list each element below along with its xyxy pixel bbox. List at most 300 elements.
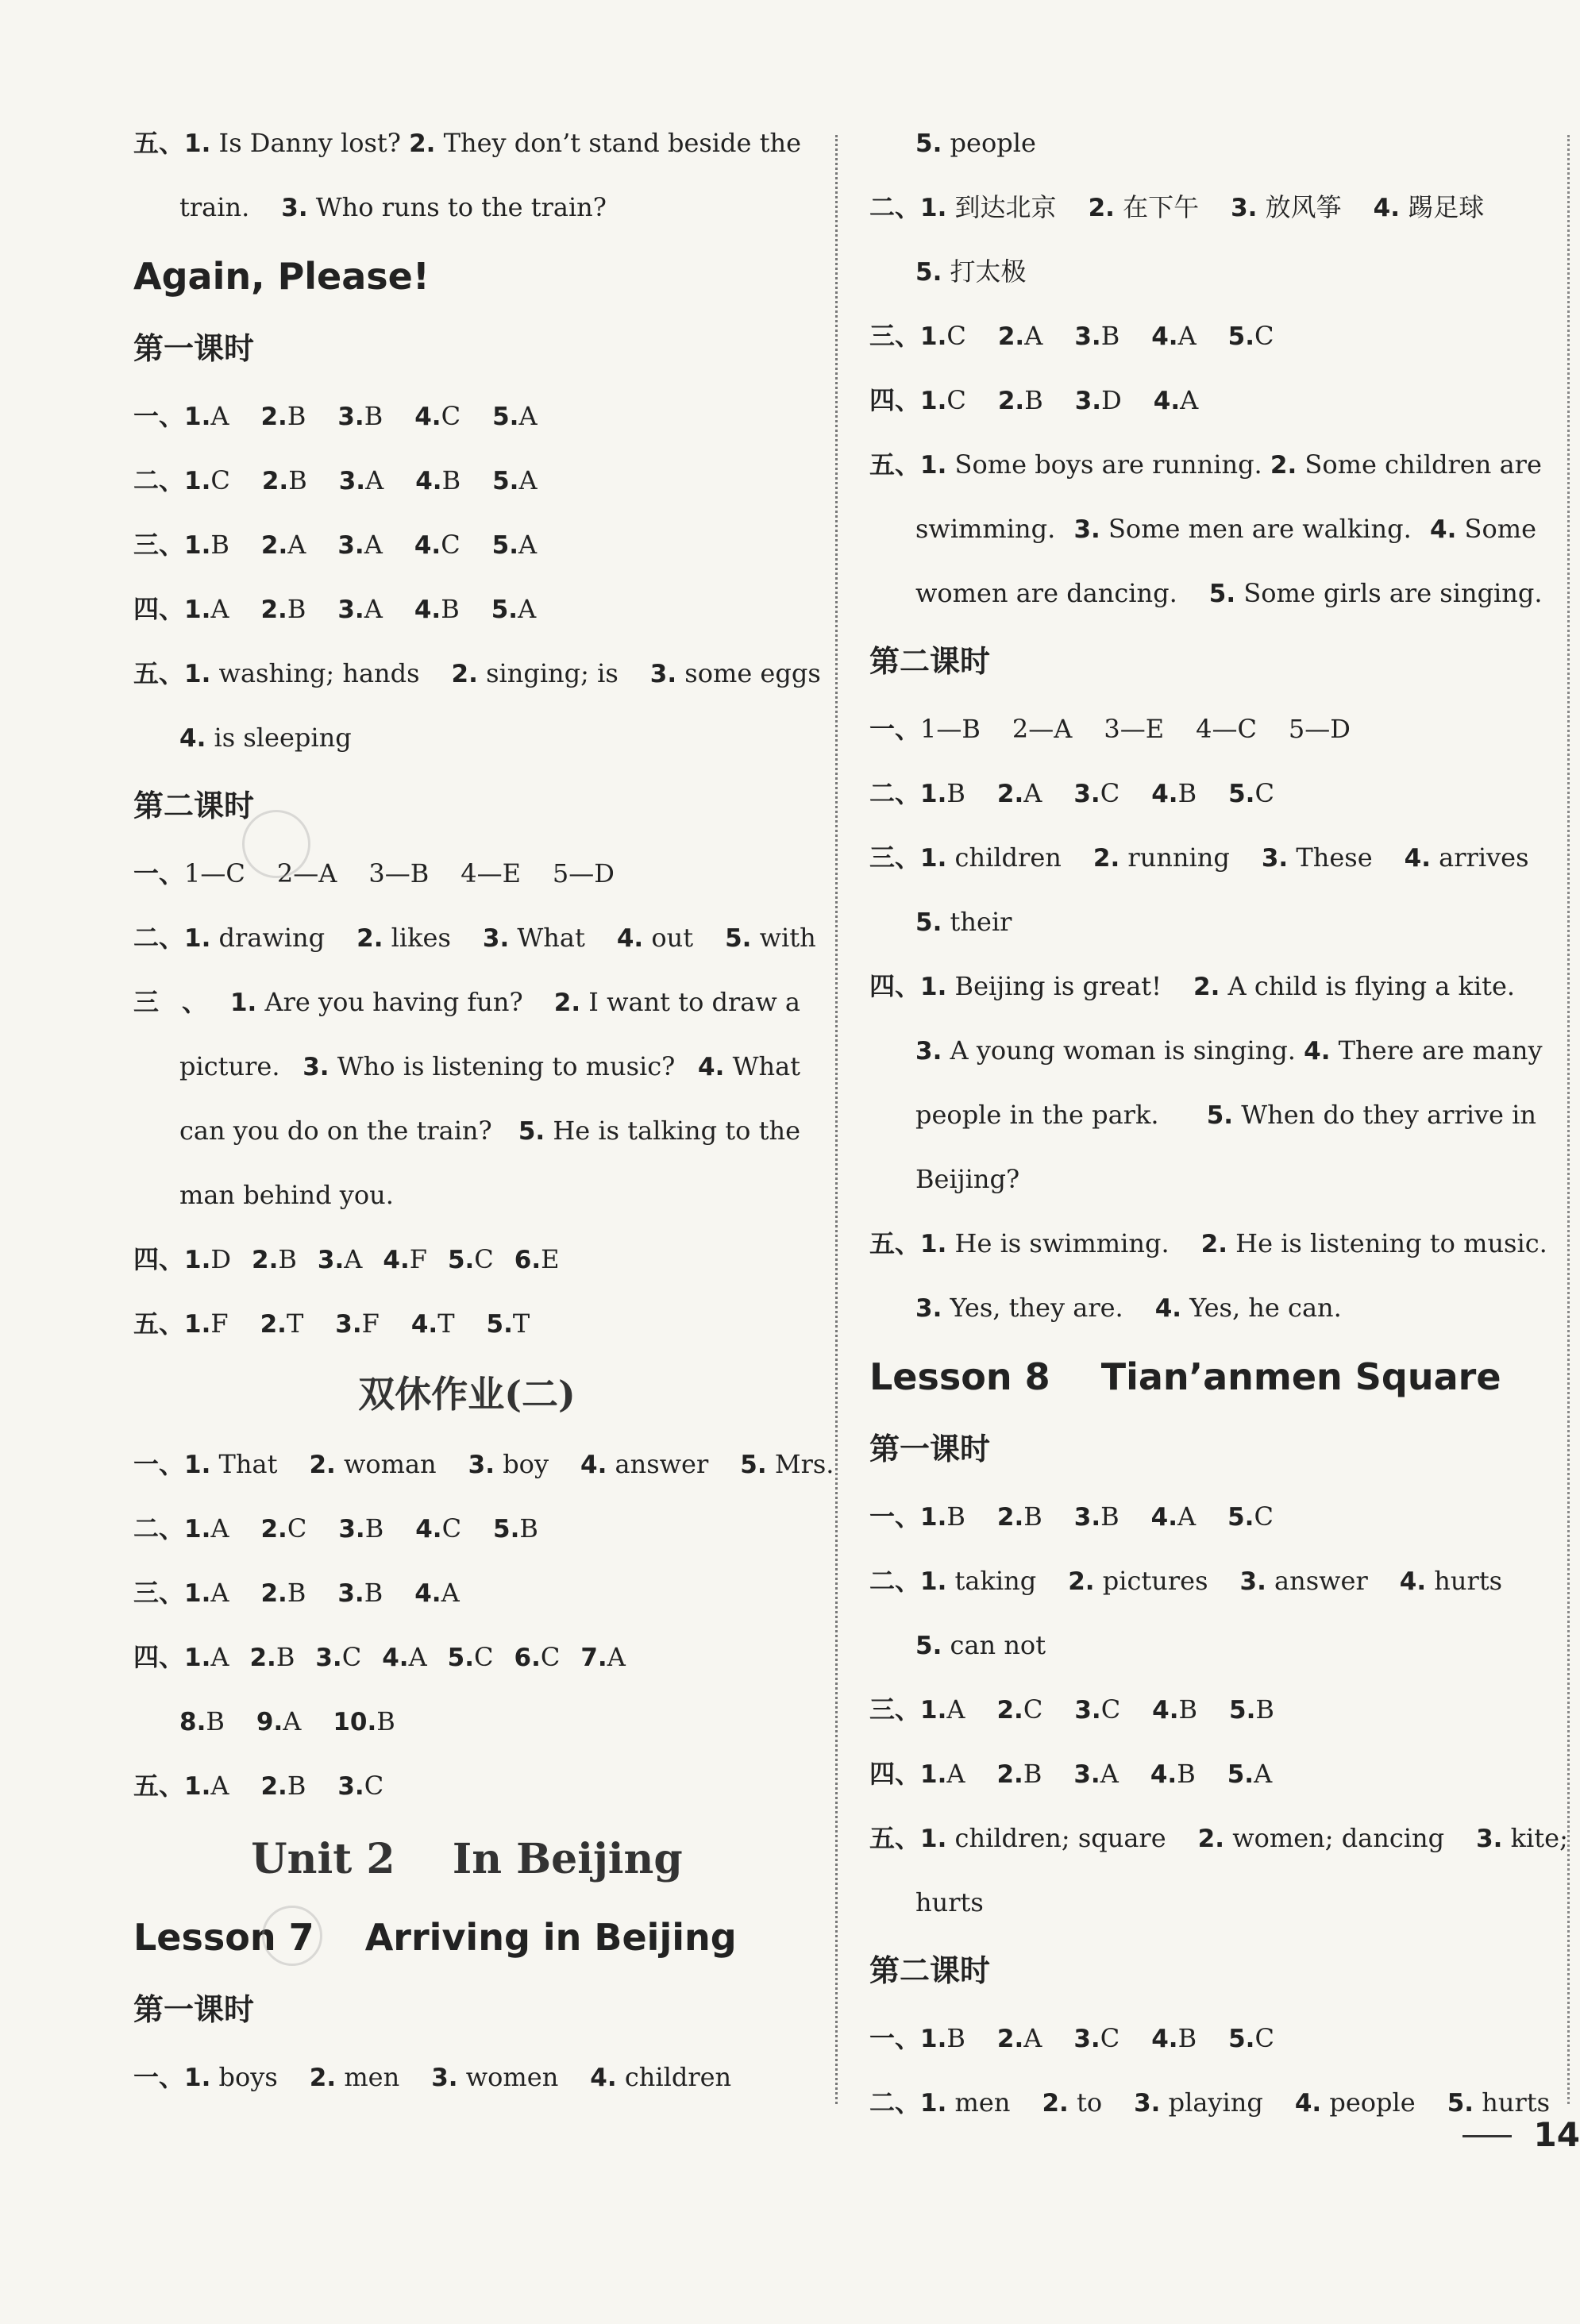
section-number: 二、 — [869, 1566, 921, 1596]
answer-line — [133, 449, 800, 513]
item-number: 2. — [260, 1579, 287, 1608]
answer-text: B — [1177, 1759, 1196, 1789]
item-number: 2. — [356, 924, 383, 953]
item-number: 2. — [260, 403, 287, 431]
answer-text: C — [1254, 2023, 1274, 2053]
lesson-heading: Lesson 7 Arriving in Beijing — [133, 1916, 737, 1959]
answer-text: C — [1254, 1501, 1274, 1532]
answer-item — [1074, 304, 1119, 369]
item-number: 1. — [184, 403, 211, 431]
answer-item — [383, 1228, 427, 1293]
answer-line — [869, 2071, 1551, 2135]
answer-text: A — [210, 1771, 229, 1801]
answer-item — [1405, 826, 1529, 891]
answer-item — [179, 1690, 225, 1755]
answer-text: B — [946, 2023, 965, 2053]
item-number: 1. — [920, 387, 947, 415]
lesson-heading: Lesson 8 Tian’anmen Square — [869, 1355, 1501, 1398]
answer-text: men — [336, 2062, 400, 2092]
answer-item — [580, 1432, 708, 1497]
answer-text: Some girls are singing. — [1235, 578, 1543, 608]
answer-text: B — [1177, 778, 1197, 808]
answer-item — [492, 513, 537, 578]
item-number: 1. — [920, 1567, 947, 1596]
item-number: 5. — [915, 1632, 942, 1660]
answer-line — [133, 2045, 800, 2110]
answer-item — [1228, 761, 1274, 827]
answer-text: B — [278, 1244, 297, 1274]
item-number: 5. — [1227, 1760, 1254, 1789]
answer-text: singing; is — [477, 658, 619, 688]
answer-line — [869, 368, 1536, 433]
answer-item — [382, 1625, 426, 1690]
item-number: 2. — [996, 2025, 1024, 2053]
answer-item — [1155, 1276, 1342, 1341]
answer-text: A — [210, 594, 229, 624]
stamp-watermark — [242, 810, 310, 878]
item-number: 5. — [1227, 322, 1255, 351]
answer-line — [133, 577, 800, 642]
item-number: 1. — [920, 451, 947, 480]
answer-text: out — [643, 923, 694, 953]
answer-line — [869, 1742, 1536, 1806]
answer-item — [414, 1561, 459, 1626]
item-number: 3. — [338, 467, 366, 495]
answer-line — [869, 497, 1536, 561]
answer-text: F — [409, 1244, 427, 1274]
answer-text: B — [276, 1642, 295, 1672]
answer-item — [1295, 2071, 1416, 2136]
answer-item — [333, 1690, 395, 1755]
item-number: 3. — [431, 2064, 458, 2092]
answer-line — [869, 1806, 1568, 1871]
answer-item — [920, 1212, 1170, 1277]
answer-item — [1400, 1549, 1502, 1614]
answer-item — [256, 1690, 301, 1755]
item-number: 2. — [249, 1644, 276, 1672]
item-number: 3. — [1073, 1760, 1100, 1789]
answer-text: children — [946, 842, 1062, 873]
answer-text: 踢足球 — [1400, 192, 1485, 222]
answer-item — [1152, 1678, 1197, 1743]
answer-item — [431, 2045, 558, 2110]
answer-item — [356, 906, 451, 971]
answer-text: A — [1023, 778, 1042, 808]
answer-item — [1151, 304, 1196, 369]
answer-item — [915, 1276, 1123, 1341]
answer-item — [487, 1292, 530, 1357]
page-number: 14 — [1533, 2115, 1580, 2154]
answer-item — [1154, 368, 1198, 434]
answer-text: people — [942, 128, 1036, 158]
item-number: 3. — [281, 194, 308, 222]
answer-item — [260, 384, 306, 449]
answer-line — [133, 1690, 800, 1754]
answer-item — [1068, 1549, 1208, 1614]
answer-item — [553, 842, 615, 906]
item-number: 3. — [1231, 194, 1258, 222]
answer-text: woman — [335, 1449, 437, 1479]
answer-item — [491, 577, 536, 642]
answer-item — [493, 1497, 538, 1562]
answer-item — [1228, 304, 1274, 369]
item-number: 5. — [915, 258, 942, 287]
item-number: 2. — [996, 1503, 1024, 1532]
section-number: 五、 — [869, 1228, 921, 1258]
item-number: 3. — [337, 595, 364, 624]
item-number: 1. — [184, 467, 211, 495]
answer-item — [920, 175, 1057, 241]
item-number: 2. — [260, 595, 287, 624]
answer-text: boy — [495, 1449, 549, 1479]
answer-item — [1430, 497, 1536, 562]
answer-text: F — [361, 1308, 380, 1339]
answer-text: 5—D — [552, 858, 615, 888]
item-number: 2. — [997, 322, 1025, 351]
item-number: 3. — [1073, 2025, 1100, 2053]
answer-item — [1151, 761, 1197, 827]
item-number: 2. — [1200, 1230, 1227, 1258]
section-number: 二、 — [869, 778, 921, 808]
answer-item — [920, 697, 981, 761]
answer-item — [415, 449, 461, 514]
item-number: 4. — [698, 1053, 725, 1081]
item-number: 4. — [1404, 844, 1431, 873]
answer-item — [184, 577, 229, 642]
item-number: 2. — [409, 129, 436, 158]
item-number: 5. — [492, 403, 519, 431]
item-number: 3. — [1476, 1825, 1503, 1853]
answer-item — [409, 111, 801, 176]
item-number: 1. — [184, 1772, 211, 1801]
answer-item — [1134, 2071, 1263, 2136]
answer-item — [414, 384, 461, 449]
answer-text: B — [1100, 1501, 1119, 1532]
item-number: 2. — [553, 989, 581, 1017]
answer-item — [303, 1035, 675, 1100]
item-number: 1. — [920, 322, 947, 351]
answer-line — [869, 1613, 1536, 1678]
item-number: 2. — [260, 1772, 287, 1801]
item-number: 2. — [1068, 1567, 1095, 1596]
answer-text: I want to draw a — [580, 987, 800, 1017]
answer-text: Some children are — [1297, 449, 1542, 480]
answer-item — [920, 433, 1262, 498]
answer-text: children; square — [946, 1823, 1166, 1853]
answer-text: B — [287, 1771, 306, 1801]
item-number: 2. — [309, 2064, 337, 2092]
answer-text: T — [512, 1308, 530, 1339]
answer-text: hurts — [1426, 1566, 1503, 1596]
answer-line — [133, 970, 800, 1035]
answer-text: Are you having fun? — [256, 987, 523, 1017]
item-number: 5. — [1447, 2089, 1474, 2118]
answer-item — [184, 842, 245, 906]
section-number: 二、 — [133, 1513, 185, 1544]
answer-text: men — [946, 2087, 1011, 2118]
answer-item — [492, 384, 537, 449]
answer-text: B — [364, 1513, 384, 1544]
answer-text: Some men are walking. — [1100, 514, 1412, 544]
answer-text: A — [408, 1642, 427, 1672]
section-number: 二、 — [133, 923, 185, 953]
answer-item — [261, 513, 306, 578]
answer-text: women; dancing — [1224, 1823, 1445, 1853]
answer-item — [184, 1561, 229, 1626]
answer-item — [1240, 1549, 1368, 1614]
answer-line — [133, 1625, 800, 1690]
answer-text: B — [946, 1501, 965, 1532]
answer-text: women — [457, 2062, 559, 2092]
answer-text: A — [1254, 1759, 1273, 1789]
answer-item — [184, 1754, 229, 1819]
answer-item — [915, 1019, 1296, 1084]
item-number: 4. — [1151, 780, 1178, 808]
answer-text: C — [474, 1244, 494, 1274]
answer-text: B — [441, 465, 461, 495]
answer-text: kite; — [1502, 1823, 1568, 1853]
section-number: 三、 — [869, 321, 921, 351]
answer-item — [915, 240, 1027, 305]
answer-item — [337, 1754, 383, 1819]
item-number: 3. — [315, 1644, 342, 1672]
answer-text: 3—B — [368, 858, 430, 888]
item-number: 4. — [1151, 322, 1178, 351]
answer-text: C — [1100, 778, 1120, 808]
item-number: 4. — [414, 595, 441, 624]
answer-text: can you do on the train? — [179, 1116, 492, 1146]
answer-text: children — [616, 2062, 732, 2092]
answer-text: B — [1023, 1759, 1042, 1789]
item-number: 6. — [514, 1246, 541, 1274]
item-number: 1. — [920, 1230, 947, 1258]
answer-item — [260, 1497, 306, 1562]
answer-text: A — [1024, 321, 1043, 351]
item-number: 3. — [337, 531, 364, 560]
answer-line — [133, 1292, 800, 1356]
item-number: 4. — [179, 724, 206, 753]
answer-item — [920, 1742, 965, 1807]
answer-line — [869, 1083, 1536, 1147]
unit-heading: Unit 2 In Beijing — [251, 1835, 683, 1883]
answer-item — [996, 1678, 1042, 1743]
section-number: 四、 — [133, 594, 185, 624]
answer-item — [262, 449, 307, 514]
item-number: 3. — [1073, 780, 1100, 808]
answer-text: D — [210, 1244, 232, 1274]
item-number: 5. — [1229, 1696, 1256, 1725]
answer-item — [184, 906, 325, 971]
answer-text: T — [286, 1308, 304, 1339]
answer-item — [998, 304, 1042, 369]
item-number: 4. — [1150, 1760, 1177, 1789]
item-number: 1. — [184, 1644, 211, 1672]
answer-text: C — [1254, 321, 1274, 351]
item-number: 5. — [1228, 2025, 1255, 2053]
answer-text: What — [509, 923, 585, 953]
answer-item — [920, 2006, 965, 2072]
item-number: 4. — [1373, 194, 1401, 222]
item-number: 4. — [383, 1246, 410, 1274]
answer-text: What — [724, 1051, 800, 1081]
item-number: 2. — [260, 531, 288, 560]
answer-item — [1374, 175, 1485, 241]
answer-text: A — [210, 1642, 229, 1672]
section-number: 一、 — [133, 2062, 185, 2092]
answer-item — [339, 449, 383, 514]
answer-item — [414, 513, 461, 578]
answer-text: C — [364, 1771, 384, 1801]
answer-line — [133, 1497, 800, 1561]
lesson-heading: Again, Please! — [133, 255, 430, 298]
item-number: 9. — [256, 1708, 283, 1736]
answer-text: Yes, they are. — [942, 1293, 1123, 1323]
answer-text: A — [607, 1642, 626, 1672]
answer-item — [1227, 1485, 1274, 1550]
answer-item — [448, 1625, 494, 1690]
item-number: 1. — [920, 844, 947, 873]
item-number: 4. — [1151, 2025, 1178, 2053]
answer-text: He is swimming. — [946, 1228, 1170, 1258]
item-number: 5. — [486, 1310, 513, 1339]
answer-item — [483, 906, 585, 971]
item-number: 2. — [997, 387, 1025, 415]
item-number: 1. — [184, 1579, 211, 1608]
item-number: 2. — [1193, 973, 1220, 1001]
answer-text: A — [1177, 1501, 1197, 1532]
answer-item — [725, 906, 816, 971]
answer-item — [260, 1561, 306, 1626]
answer-item — [915, 497, 1055, 561]
homework-heading: 双休作业(二) — [358, 1373, 576, 1416]
period-heading: 第一课时 — [869, 1432, 991, 1466]
item-number: 2. — [260, 1515, 287, 1544]
answer-text: These — [1288, 842, 1373, 873]
answer-text: B — [1178, 1694, 1198, 1725]
item-number: 1. — [184, 595, 211, 624]
answer-item — [179, 1099, 492, 1163]
item-number: 4. — [1430, 515, 1457, 544]
answer-text: 5—D — [1288, 714, 1351, 744]
item-number: 5. — [447, 1246, 475, 1274]
answer-text: people — [1321, 2087, 1416, 2118]
section-number: 一、 — [869, 714, 921, 744]
item-number: 2. — [1042, 2089, 1069, 2118]
answer-text: Some — [1456, 514, 1537, 544]
answer-text: pictures — [1094, 1566, 1208, 1596]
item-number: 4. — [590, 2064, 617, 2092]
stamp-watermark-large — [262, 1906, 322, 1966]
answer-line — [869, 826, 1536, 890]
section-number: 四、 — [133, 1244, 185, 1274]
answer-text: Yes, he can. — [1181, 1293, 1342, 1323]
answer-item — [920, 1806, 1166, 1871]
answer-item — [252, 1228, 297, 1293]
answer-text: 3—E — [1104, 714, 1165, 744]
answer-text: When do they arrive in — [1233, 1100, 1536, 1130]
item-number: 5. — [915, 129, 942, 158]
answer-item — [580, 1625, 625, 1690]
answer-line — [133, 1035, 800, 1099]
item-number: 1. — [184, 1310, 211, 1339]
answer-line — [133, 1561, 800, 1625]
item-number: 5. — [740, 1451, 767, 1479]
answer-text: A — [210, 1513, 229, 1544]
item-number: 1. — [920, 1696, 947, 1725]
answer-text: can not — [942, 1630, 1046, 1660]
answer-item — [1073, 1742, 1118, 1807]
answer-text: B — [1023, 1501, 1042, 1532]
answer-text: hurts — [915, 1887, 984, 1917]
period-heading: 第二课时 — [869, 644, 991, 679]
item-number: 4. — [1150, 1503, 1177, 1532]
answer-text: He is talking to the — [545, 1116, 800, 1146]
section-number: 四、 — [869, 1759, 921, 1789]
item-number: 3. — [337, 403, 364, 431]
answer-text: 4—C — [1196, 714, 1257, 744]
answer-item — [184, 1625, 229, 1690]
answer-item — [184, 1292, 229, 1357]
answer-text: A — [283, 1706, 302, 1736]
answer-text: A — [344, 1244, 363, 1274]
answer-item — [1089, 175, 1200, 241]
answer-item — [740, 1432, 834, 1497]
answer-item — [920, 1678, 965, 1743]
answer-text: playing — [1160, 2087, 1263, 2118]
answer-text: B — [1100, 321, 1120, 351]
answer-line — [869, 890, 1536, 954]
answer-item — [184, 1228, 231, 1293]
section-number: 五、 — [133, 128, 185, 158]
item-number: 3. — [1261, 844, 1289, 873]
answer-item — [1196, 697, 1257, 761]
answer-item — [915, 561, 1177, 626]
answer-text: hurts — [1474, 2087, 1551, 2118]
answer-line — [133, 1163, 800, 1228]
item-number: 5. — [1228, 780, 1255, 808]
answer-item — [1151, 1485, 1196, 1550]
item-number: 3. — [1073, 1503, 1101, 1532]
answer-text: B — [441, 594, 460, 624]
answer-line — [869, 1871, 1536, 1935]
item-number: 5. — [493, 1515, 520, 1544]
answer-item — [920, 826, 1062, 891]
answer-item — [1104, 697, 1164, 761]
item-number: 3. — [915, 1294, 942, 1323]
answer-text: A — [946, 1694, 965, 1725]
answer-item — [1231, 175, 1342, 241]
answer-item — [184, 1432, 277, 1497]
item-number: 3. — [1073, 515, 1100, 544]
answer-text: C — [1254, 778, 1274, 808]
answer-item — [179, 1163, 394, 1228]
answer-line — [869, 697, 1536, 761]
answer-text: C — [210, 465, 230, 495]
answer-item — [698, 1035, 800, 1100]
answer-text: answer — [607, 1449, 709, 1479]
answer-item — [915, 1083, 1159, 1147]
answer-text: B — [946, 778, 965, 808]
section-number: 五、 — [133, 658, 185, 688]
item-number: 4. — [415, 467, 442, 495]
answer-line — [133, 384, 800, 449]
answer-text: There are many — [1330, 1035, 1543, 1066]
answer-line — [133, 1432, 834, 1497]
answer-text: likes — [383, 923, 451, 953]
answer-item — [415, 1497, 461, 1562]
answer-line — [133, 642, 821, 706]
page-number-dash — [1462, 2135, 1512, 2137]
